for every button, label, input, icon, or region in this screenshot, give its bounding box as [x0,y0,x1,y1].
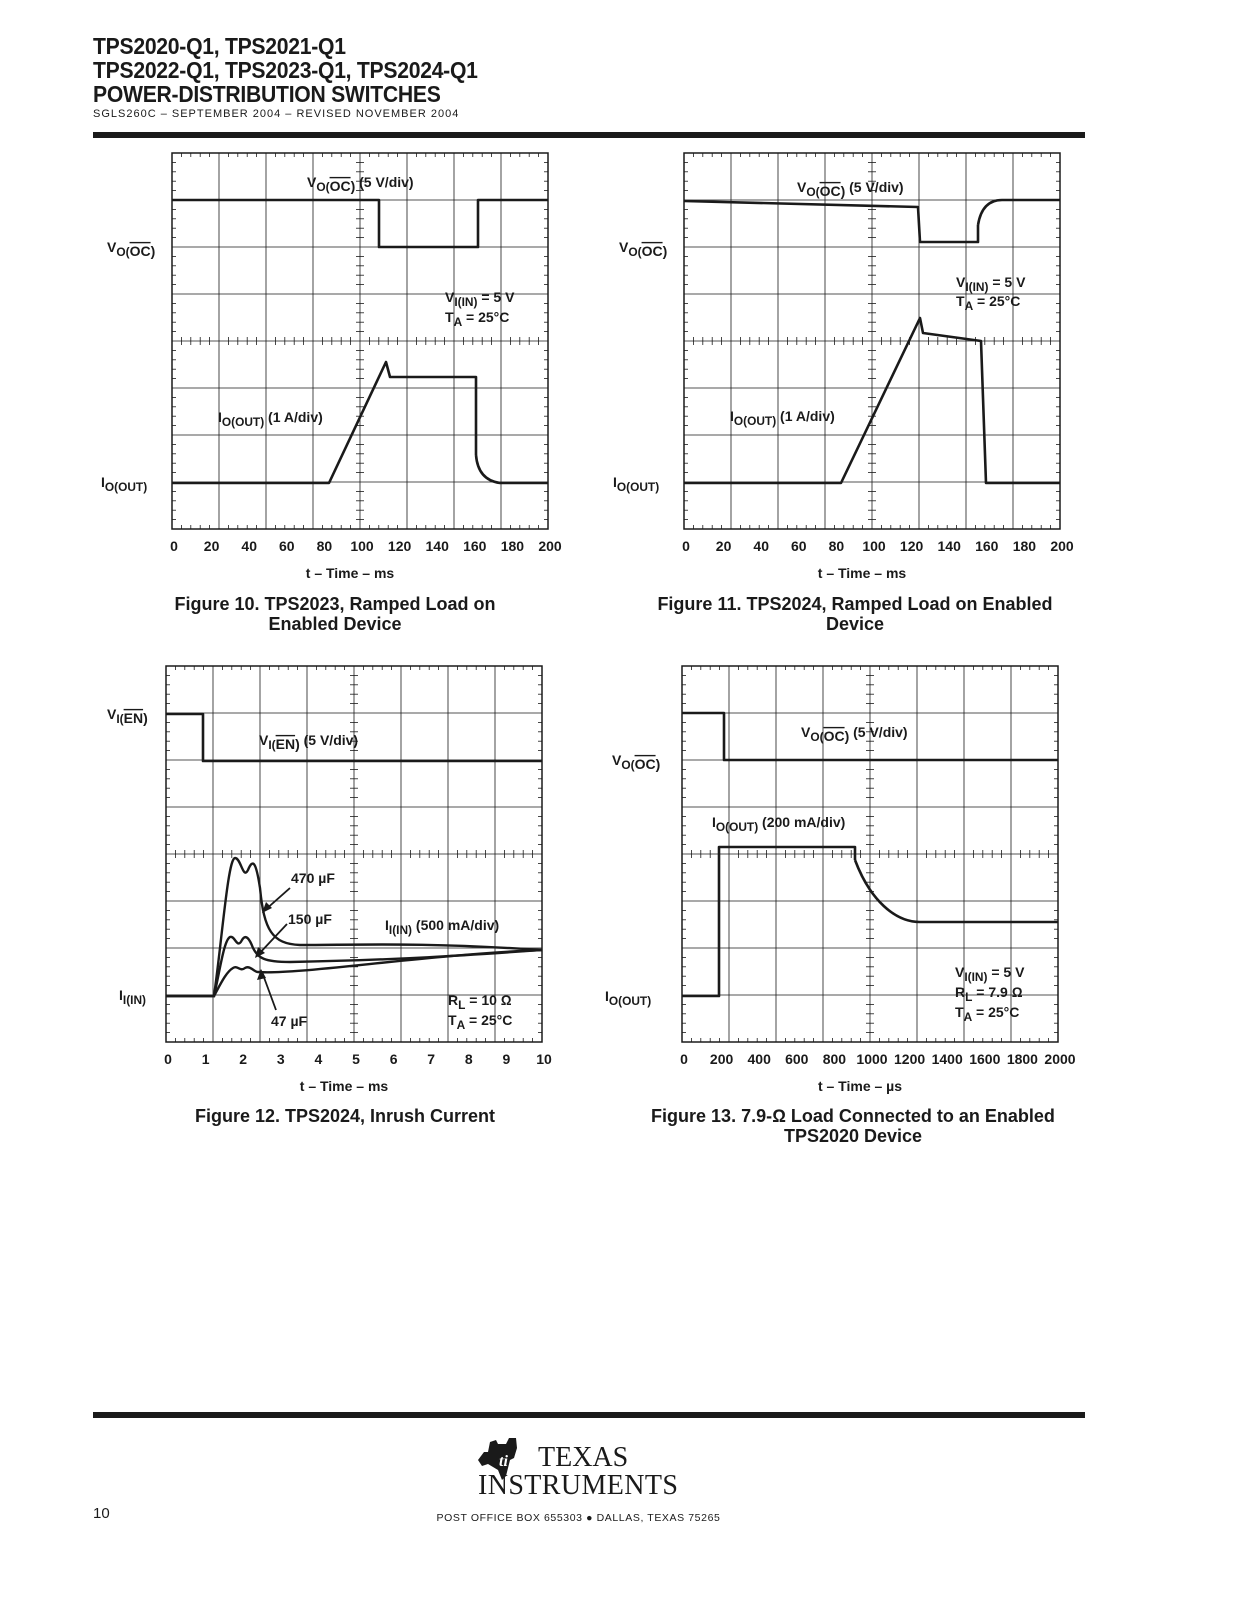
x-tick-label: 800 [822,1051,847,1067]
vo-oc-scale-label-part: OC [823,727,845,744]
x-tick-label: 20 [203,538,220,554]
condition-rl-part: = 7.9 Ω [972,984,1023,1000]
condition-vin-part: V [445,289,455,305]
document-number: SGLS260C – SEPTEMBER 2004 – REVISED NOVEMBER 2004 [93,108,460,120]
vo-oc-channel-marker-part: OC [129,242,151,259]
vi-en-scale-label-part: (5 V/div) [299,732,359,748]
x-tick-label: 120 [387,538,412,554]
footer-address: POST OFFICE BOX 655303 ● DALLAS, TEXAS 75265 [436,1512,721,1524]
condition-ta-part: A [453,314,463,329]
condition-ta-part: A [964,298,974,313]
condition-ta-part: A [963,1009,973,1024]
x-tick-label: 200 [538,538,562,554]
io-out-scale-label-part: O(OUT) [715,819,759,834]
x-tick-label: 200 [1050,538,1074,554]
x-tick-label: 0 [164,1051,172,1067]
condition-ta-part: A [456,1017,466,1032]
vo-oc-channel-marker [619,239,667,259]
ii-in-scale-label-part: I(IN) [388,922,413,937]
x-axis-label: t – Time – ms [299,1078,389,1094]
ii-in-channel-marker [119,987,146,1007]
x-tick-label: 400 [747,1051,771,1067]
vo-oc-channel-marker-part: ) [655,755,661,772]
x-tick-label: 1400 [931,1051,963,1067]
condition-ta [445,309,509,329]
vo-oc-scale-label-part: V [797,179,807,195]
vo-oc-scale-label-part: V [801,724,811,740]
x-axis-label: t – Time – ms [305,565,395,581]
io-out-scale-label-part: I [730,408,734,424]
io-out-scale-label-part: O(OUT) [733,413,777,428]
condition-vin-part: I(IN) [964,969,988,984]
vo-oc-scale-label-part: ) [840,182,846,199]
figure-caption: Figure 13. 7.9-Ω Load Connected to an Enabled [651,1106,1055,1126]
io-out-trace-tail [855,860,1058,922]
figure-caption: Enabled Device [268,614,402,634]
x-tick-label: 4 [314,1051,323,1067]
condition-ta-part: T [956,293,965,309]
io-out-channel-marker [101,474,147,494]
vo-oc-scale-label [797,179,904,199]
condition-vin-part: = 5 V [987,964,1025,980]
io-out-channel-marker-part: I [613,474,617,490]
condition-ta-part: T [445,309,454,325]
condition-ta-part: = 25°C [465,1012,513,1028]
vi-en-channel-marker-part: V [107,706,117,722]
x-tick-label: 1 [201,1051,210,1067]
io-out-channel-marker [605,988,651,1008]
condition-vin-part: V [956,274,966,290]
condition-ta-part: = 25°C [972,1004,1020,1020]
io-out-scale-label-part: O(OUT) [221,414,265,429]
vi-en-scale-label-part: EN [275,735,296,752]
vo-oc-trace-tail [978,200,1060,225]
x-tick-label: 7 [427,1051,436,1067]
io-out-scale-label [712,814,845,834]
scope-grid-12 [107,666,552,1094]
x-tick-label: 8 [464,1051,473,1067]
io-out-scale-label-part: I [218,409,222,425]
io-out-channel-marker-part: O(OUT) [608,993,652,1008]
vo-oc-scale-label-part: O( [806,184,820,199]
figure-caption: Figure 10. TPS2023, Ramped Load on [174,594,496,614]
condition-rl [448,992,512,1012]
x-tick-label: 80 [828,538,845,554]
curve-label-47uf: 47 µF [271,1013,308,1029]
vo-oc-channel-marker-part: V [619,239,629,255]
x-tick-label: 1800 [1006,1051,1038,1067]
vo-oc-scale-label-part: OC [329,177,351,194]
vi-en-channel-marker-part: ) [143,709,148,726]
ii-in-channel-marker-part: I(IN) [122,992,147,1007]
x-tick-label: 600 [785,1051,809,1067]
x-tick-label: 140 [937,538,961,554]
condition-vin-part: V [955,964,965,980]
io-out-channel-marker-part: O(OUT) [104,479,148,494]
vi-en-channel-marker-part: EN [123,709,144,726]
x-tick-label: 10 [536,1051,552,1067]
condition-vin-part: I(IN) [965,279,989,294]
ii-in-scale-label [385,917,499,937]
x-tick-label: 1600 [969,1051,1001,1067]
x-tick-label: 1200 [894,1051,926,1067]
io-out-scale-label [730,408,835,428]
vo-oc-trace [684,201,978,242]
logo-line-1: TEXAS [538,1442,629,1473]
x-tick-label: 3 [276,1051,285,1067]
condition-rl [955,984,1023,1004]
condition-rl-part: R [955,984,966,1000]
condition-ta [448,1012,512,1032]
x-tick-label: 100 [862,538,886,554]
vo-oc-scale-label-part: ) [350,177,356,194]
condition-vin [956,274,1026,294]
page-number: 10 [93,1505,110,1522]
condition-rl-part: L [965,989,973,1004]
x-tick-label: 60 [279,538,295,554]
ti-logo [476,1434,686,1511]
io-out-scale-label-part: (1 A/div) [264,409,323,425]
io-out-trace-tail [476,455,548,483]
io-out-scale-label-part: (1 A/div) [776,408,835,424]
x-tick-label: 180 [1012,538,1037,554]
vo-oc-channel-marker-part: O( [628,244,642,259]
x-tick-label: 0 [682,538,690,554]
x-tick-label: 80 [316,538,333,554]
vi-en-channel-marker [107,706,148,726]
figure-caption: TPS2020 Device [783,1126,923,1146]
io-out-channel-marker [613,474,659,494]
vo-oc-channel-marker-part: V [612,752,622,768]
scope-grid-13 [605,666,1076,1094]
logo-line-2: INSTRUMENTS [478,1470,678,1501]
condition-ta [955,1004,1019,1024]
header-title-line-3: POWER-DISTRIBUTION SWITCHES [93,81,441,107]
vo-oc-channel-marker [107,239,155,259]
x-tick-label: 40 [241,538,257,554]
x-tick-label: 120 [899,538,924,554]
condition-vin-part: = 5 V [477,289,515,305]
io-out-channel-marker-part: O(OUT) [616,479,660,494]
scope-grid-11 [613,153,1074,581]
x-tick-label: 140 [425,538,449,554]
x-tick-label: 9 [502,1051,511,1067]
condition-ta-part: T [448,1012,457,1028]
io-out-scale-label [218,409,323,429]
x-tick-label: 100 [350,538,374,554]
condition-rl-part: R [448,992,459,1008]
condition-rl-part: L [458,997,466,1012]
x-tick-label: 160 [975,538,999,554]
ii-in-scale-label-part: I [385,917,389,933]
figure-caption: Device [825,614,885,634]
ti-monogram: ti [499,1453,508,1470]
header-title-line-2: TPS2022-Q1, TPS2023-Q1, TPS2024-Q1 [93,57,478,83]
x-tick-label: 60 [791,538,807,554]
io-out-scale-label-part: I [712,814,716,830]
figure-caption: Figure 12. TPS2024, Inrush Current [194,1106,496,1126]
footer-rule [93,1412,1085,1418]
header-title-line-1: TPS2020-Q1, TPS2021-Q1 [93,33,346,59]
x-tick-label: 0 [680,1051,688,1067]
condition-rl-part: = 10 Ω [465,992,512,1008]
vo-oc-channel-marker-part: OC [641,242,663,259]
x-tick-label: 160 [463,538,487,554]
vo-oc-channel-marker-part: ) [662,242,668,259]
condition-vin-part: I(IN) [454,294,478,309]
x-tick-label: 6 [389,1051,398,1067]
x-tick-label: 2000 [1044,1051,1076,1067]
io-out-trace [682,847,855,996]
io-out-channel-marker-part: I [101,474,105,490]
x-tick-label: 180 [500,538,525,554]
vo-oc-channel-marker-part: V [107,239,117,255]
io-out-scale-label-part: (200 mA/div) [758,814,846,830]
vi-en-scale-label-part: I( [268,737,276,752]
condition-ta-part: = 25°C [973,293,1021,309]
x-axis-label: t – Time – µs [817,1078,903,1094]
condition-ta-part: = 25°C [462,309,510,325]
vo-oc-scale-label-part: ) [844,727,850,744]
vi-en-scale-label [259,732,358,752]
x-tick-label: 0 [170,538,178,554]
vo-oc-scale-label-part: (5 V/div) [845,179,904,195]
x-tick-label: 2 [239,1051,248,1067]
io-out-channel-marker-part: I [605,988,609,1004]
figure-caption: Figure 11. TPS2024, Ramped Load on Enabled [657,594,1053,614]
vo-oc-channel-marker-part: O( [116,244,130,259]
ii-in-scale-label-part: (500 mA/div) [412,917,500,933]
x-tick-label: 20 [715,538,732,554]
x-tick-label: 5 [352,1051,360,1067]
vo-oc-scale-label-part: (5 V/div) [849,724,908,740]
condition-vin [445,289,515,309]
ii-in-channel-marker-part: I [119,987,123,1003]
vo-oc-scale-label-part: V [307,174,317,190]
vo-oc-scale-label-part: OC [819,182,841,199]
vo-oc-channel-marker-part: ) [150,242,156,259]
vo-oc-scale-label-part: O( [316,179,330,194]
x-tick-label: 1000 [856,1051,888,1067]
condition-vin [955,964,1025,984]
vo-oc-channel-marker-part: OC [634,755,656,772]
vi-en-scale-label-part: V [259,732,269,748]
curve-label-150uf: 150 µF [288,911,332,927]
x-tick-label: 40 [753,538,769,554]
vo-oc-channel-marker-part: O( [621,757,635,772]
vi-en-scale-label-part: ) [295,735,300,752]
condition-ta-part: T [955,1004,964,1020]
vo-oc-scale-label-part: (5 V/div) [355,174,414,190]
scope-grid-10 [101,153,562,581]
vo-oc-scale-label-part: O( [810,729,824,744]
x-tick-label: 200 [709,1051,734,1067]
ti-logo-graphic [476,1434,686,1506]
vi-en-channel-marker-part: I( [116,711,124,726]
x-axis-label: t – Time – ms [817,565,907,581]
vo-oc-scale-label [801,724,908,744]
vo-oc-channel-marker [612,752,660,772]
curve-label-470uf: 470 µF [291,870,335,886]
condition-vin-part: = 5 V [988,274,1026,290]
